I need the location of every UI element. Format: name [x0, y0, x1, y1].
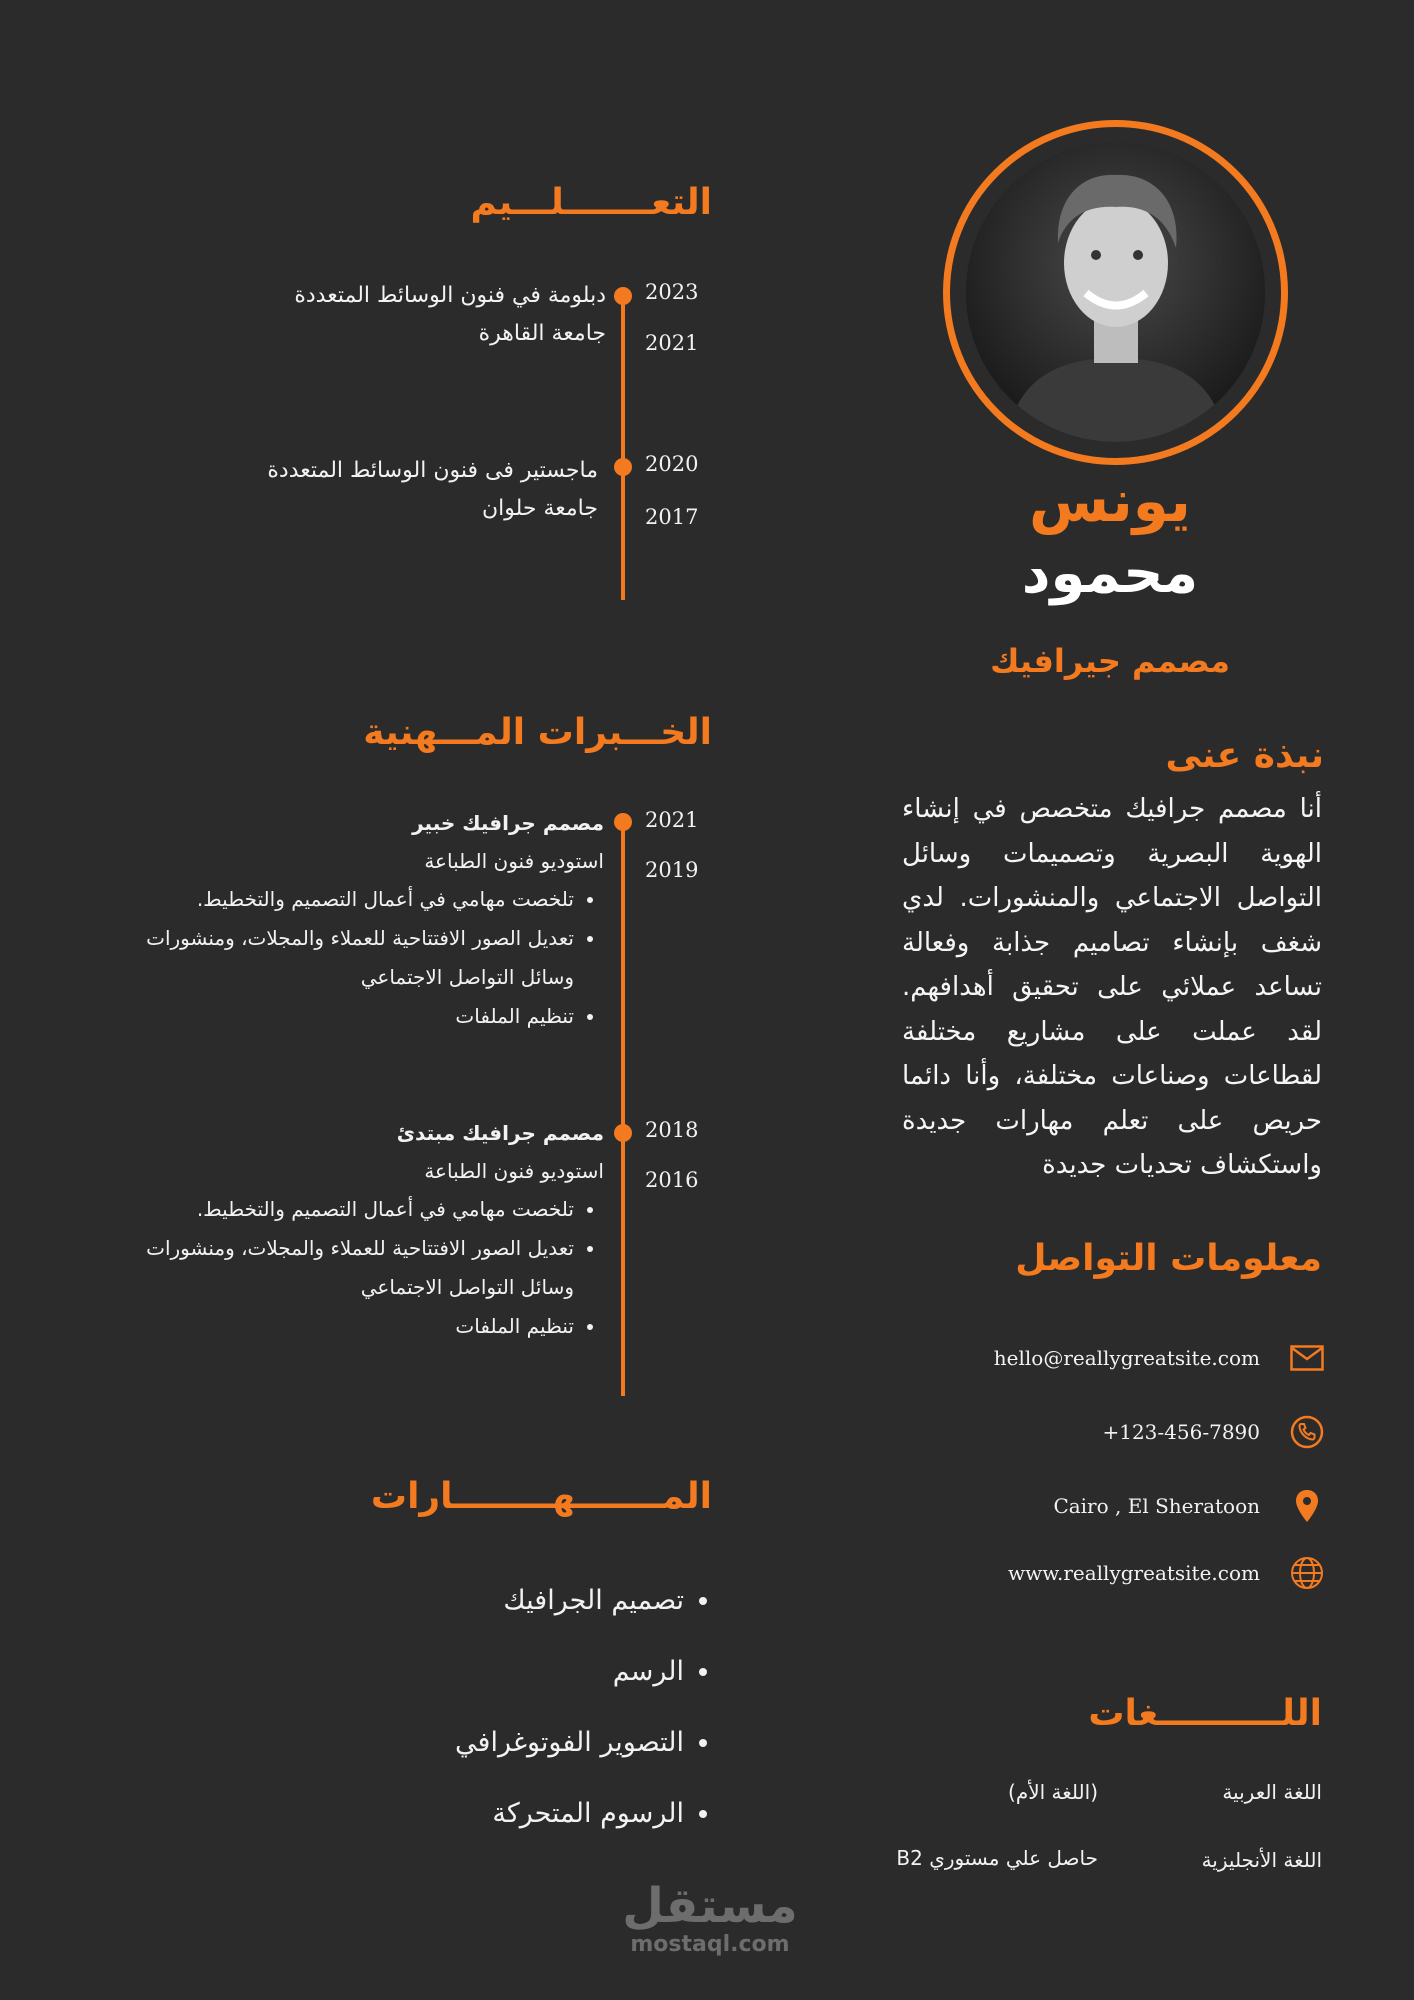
education-school-2: جامعة حلوان	[481, 496, 598, 521]
experience-task: • تعديل الصور الافتتاحية للعملاء والمجلات، ومنشورات وسائل التواصل الاجتماعي	[104, 1229, 574, 1307]
education-degree-2: ماجستير فى فنون الوسائط المتعددة	[267, 458, 598, 483]
skill-item: • الرسم	[455, 1636, 684, 1707]
experience-timeline-line	[621, 820, 625, 1396]
experience-task: • تعديل الصور الافتتاحية للعملاء والمجلات، ومنشورات وسائل التواصل الاجتماعي	[104, 919, 574, 997]
skill-item: • تصميم الجرافيك	[455, 1565, 684, 1636]
language-level-2: حاصل علي مستوري B2	[896, 1846, 1098, 1870]
education-entry-1	[294, 277, 606, 353]
contact-address-row	[1053, 1486, 1324, 1526]
experience-entry-2	[104, 1114, 604, 1346]
address-text: Cairo , El Sheratoon	[1053, 1494, 1260, 1518]
experience-company-1: استوديو فنون الطباعة	[424, 849, 604, 873]
experience-end-year-1: 2021	[645, 808, 699, 832]
education-end-year-2: 2020	[645, 452, 699, 476]
watermark-latin: mostaql.com	[630, 1932, 790, 1957]
experience-start-year-2: 2016	[645, 1168, 699, 1192]
experience-task: • تنظيم الملفات	[104, 1307, 574, 1346]
contact-phone-row[interactable]	[1102, 1412, 1324, 1452]
experience-dot-1	[614, 813, 632, 831]
phone-text[interactable]: +123-456-7890	[1102, 1420, 1260, 1444]
experience-start-year-1: 2019	[645, 858, 699, 882]
skill-item: • الرسوم المتحركة	[455, 1778, 684, 1849]
experience-role-1: مصمم جرافيك خبير	[412, 811, 604, 835]
contact-title: معلومات التواصل	[1015, 1238, 1322, 1279]
education-degree-1: دبلومة في فنون الوسائط المتعددة	[294, 283, 606, 308]
experience-dot-2	[614, 1124, 632, 1142]
education-school-1: جامعة القاهرة	[478, 321, 606, 346]
job-title: مصمم جيرافيك	[990, 642, 1230, 680]
skill-item: • التصوير الفوتوغرافي	[455, 1707, 684, 1778]
language-name-2: اللغة الأنجليزية	[1201, 1848, 1322, 1872]
contact-email-row[interactable]	[994, 1338, 1324, 1378]
education-end-year-1: 2023	[645, 280, 699, 304]
education-dot-2	[614, 458, 632, 476]
education-timeline-line	[621, 292, 625, 600]
experience-task: • تلخصت مهامي في أعمال التصميم والتخطيط.	[104, 880, 574, 919]
education-entry-2	[267, 452, 598, 528]
languages-title: اللــــــــــغات	[1088, 1693, 1322, 1734]
contact-website-row[interactable]	[1008, 1553, 1324, 1593]
skills-title: المـــــــهــــــــارات	[370, 1476, 712, 1517]
watermark-logo	[600, 1880, 820, 1957]
experience-tasks-2	[104, 1190, 604, 1346]
about-text: أنا مصمم جرافيك متخصص في إنشاء الهوية البصرية وتصميمات وسائل التواصل الاجتماعي والمنشورات. لدي شغف بإنشاء تصاميم جذابة وفعالة تساعد عملائي على تحقيق أهدافهم. لقد عملت على مشاريع مختلفة لقطاعات وصناعات مختلفة، وأنا دائما حريص على تعلم مهارات جديدة واستكشاف تحديات جديدة	[902, 794, 1322, 1180]
phone-icon	[1290, 1415, 1324, 1449]
education-start-year-2: 2017	[645, 505, 699, 529]
globe-icon	[1290, 1556, 1324, 1590]
mail-icon	[1290, 1341, 1324, 1375]
experience-entry-1	[104, 804, 604, 1036]
experience-task: • تنظيم الملفات	[104, 997, 574, 1036]
language-name-1: اللغة العربية	[1222, 1780, 1322, 1804]
experience-company-2: استوديو فنون الطباعة	[424, 1159, 604, 1183]
language-level-1: (اللغة الأم)	[1008, 1780, 1098, 1804]
experience-end-year-2: 2018	[645, 1118, 699, 1142]
last-name: محمود	[1021, 541, 1199, 606]
education-start-year-1: 2021	[645, 331, 699, 355]
about-title: نبذة عنى	[1165, 735, 1324, 776]
education-title: التعـــــــلـــيم	[470, 182, 712, 223]
profile-photo	[966, 143, 1265, 442]
education-dot-1	[614, 287, 632, 305]
experience-title: الخـــبرات المـــهنية	[363, 712, 712, 753]
skills-list	[455, 1565, 712, 1849]
website-text[interactable]: www.reallygreatsite.com	[1007, 1561, 1260, 1585]
experience-tasks-1	[104, 880, 604, 1036]
experience-role-2: مصمم جرافيك مبتدئ	[396, 1121, 604, 1145]
first-name: يونس	[1029, 467, 1191, 535]
location-icon	[1290, 1489, 1324, 1523]
experience-task: • تلخصت مهامي في أعمال التصميم والتخطيط.	[104, 1190, 574, 1229]
email-text[interactable]: hello@reallygreatsite.com	[993, 1346, 1260, 1370]
watermark-arabic: مستقل	[622, 1878, 798, 1934]
